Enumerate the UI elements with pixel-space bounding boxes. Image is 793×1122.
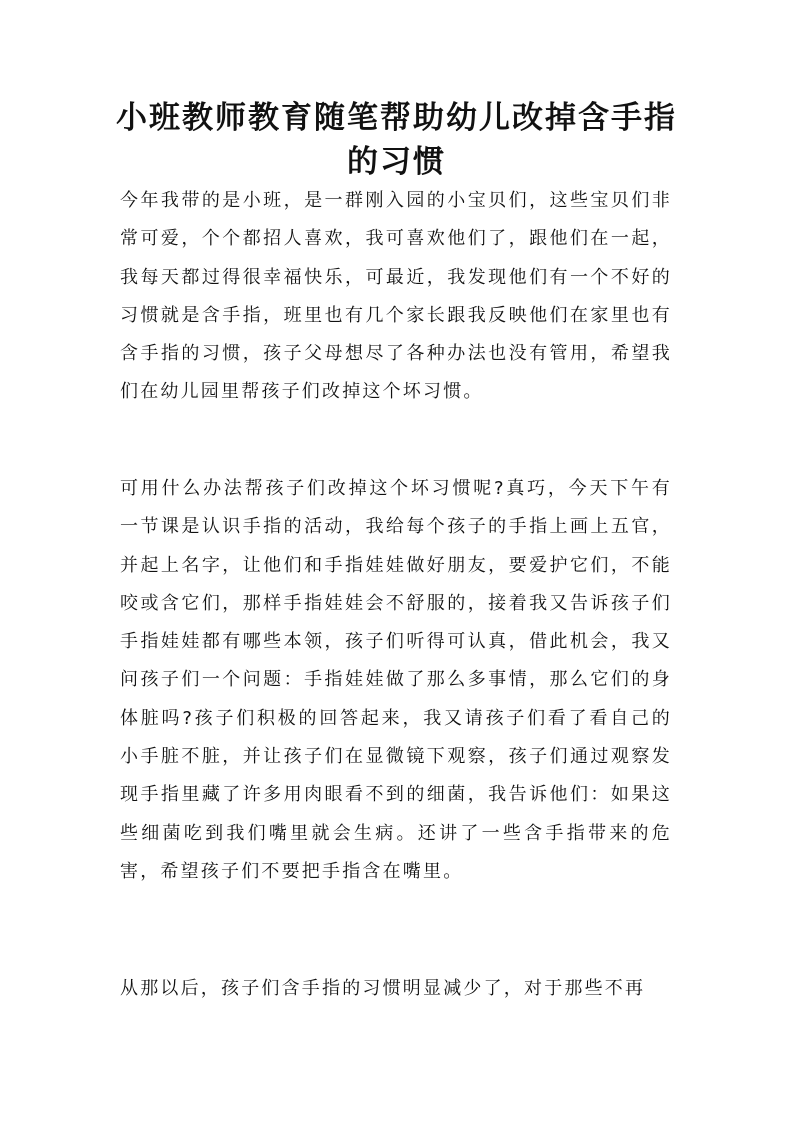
paragraph-3: 从那以后，孩子们含手指的习惯明显减少了，对于那些不再 — [120, 978, 646, 999]
paragraph-2: 可用什么办法帮孩子们改掉这个坏习惯呢?真巧，今天下午有一节课是认识手指的活动，我给每个孩子的手指上画上五官，并起上名字，让他们和手指娃娃做好朋友，要爱护它们，不能咬或含它们，那样手指娃娃会不舒服的，接着我又告诉孩子们手指娃娃都有哪些本领，孩子们听得可认真，借此机会，我又问孩子们一个问题：手指娃娃做了那么多事情，那么它们的身体脏吗?孩子们积极的回答起来，我又请孩子们看了看自己的小手脏不脏，并让孩子们在显微镜下观察，孩子们通过观察发现手指里藏了许多用肉眼看不到的细菌，我告诉他们：如果这些细菌吃到我们嘴里就会生病。还讲了一些含手指带来的危害，希望孩子们不要把手指含在嘴里。 — [120, 478, 672, 882]
document-title: 小班教师教育随笔帮助幼儿改掉含手指的习惯 — [116, 100, 677, 180]
paragraph-1: 今年我带的是小班，是一群刚入园的小宝贝们，这些宝贝们非常可爱，个个都招人喜欢，我可喜欢他们了，跟他们在一起，我每天都过得很幸福快乐，可最近，我发现他们有一个不好的习惯就是含手指，班里也有几个家长跟我反映他们在家里也有含手指的习惯，孩子父母想尽了各种办法也没有管用，希望我们在幼儿园里帮孩子们改掉这个坏习惯。 — [120, 190, 672, 403]
